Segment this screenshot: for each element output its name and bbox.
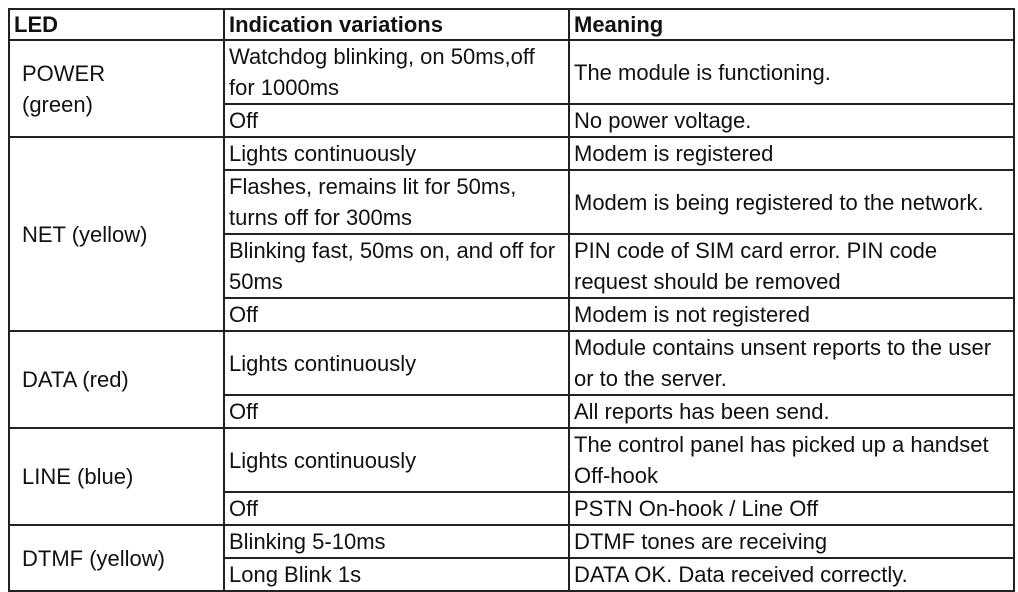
led-label: POWER (green)	[22, 60, 106, 117]
led-name-net	[9, 137, 224, 331]
table-row	[9, 40, 1014, 104]
indication-cell: Off	[224, 395, 569, 428]
meaning-cell: All reports has been send.	[569, 395, 1014, 428]
table-row	[9, 137, 1014, 170]
meaning-cell: DATA OK. Data received correctly.	[569, 558, 1014, 591]
indication-cell: Long Blink 1s	[224, 558, 569, 591]
table-header-row	[9, 9, 1014, 40]
meaning-cell: DTMF tones are receiving	[569, 525, 1014, 558]
meaning-cell: PSTN On-hook / Line Off	[569, 492, 1014, 525]
meaning-cell: Modem is registered	[569, 137, 1014, 170]
led-name-power	[9, 40, 224, 137]
meaning-cell: PIN code of SIM card error. PIN code request should be removed	[569, 234, 1014, 298]
led-label: LINE (blue)	[22, 464, 134, 489]
meaning-cell: The module is functioning.	[569, 40, 1014, 104]
header-led: LED	[9, 9, 224, 40]
meaning-cell: Modem is not registered	[569, 298, 1014, 331]
meaning-cell: Modem is being registered to the network.	[569, 170, 1014, 234]
table-row	[9, 525, 1014, 558]
indication-cell: Blinking 5-10ms	[224, 525, 569, 558]
led-name-dtmf	[9, 525, 224, 591]
indication-cell: Lights continuously	[224, 331, 569, 395]
header-meaning: Meaning	[569, 9, 1014, 40]
led-label: DATA (red)	[22, 367, 129, 392]
led-label: NET (yellow)	[22, 221, 148, 247]
indication-cell: Off	[224, 298, 569, 331]
indication-cell: Flashes, remains lit for 50ms, turns off for 300ms	[224, 170, 569, 234]
meaning-cell: Module contains unsent reports to the user or to the server.	[569, 331, 1014, 395]
table-row	[9, 331, 1014, 395]
indication-cell: Blinking fast, 50ms on, and off for 50ms	[224, 234, 569, 298]
indication-cell: Off	[224, 492, 569, 525]
led-name-line	[9, 428, 224, 525]
led-label: DTMF (yellow)	[22, 545, 165, 571]
indication-cell: Off	[224, 104, 569, 137]
indication-cell: Watchdog blinking, on 50ms,off for 1000ms	[224, 40, 569, 104]
indication-cell: Lights continuously	[224, 428, 569, 492]
led-name-data	[9, 331, 224, 428]
meaning-cell: No power voltage.	[569, 104, 1014, 137]
led-indication-table	[8, 8, 1015, 592]
meaning-cell: The control panel has picked up a handset Off-hook	[569, 428, 1014, 492]
header-indication-variations: Indication variations	[224, 9, 569, 40]
indication-cell: Lights continuously	[224, 137, 569, 170]
table-row	[9, 428, 1014, 492]
